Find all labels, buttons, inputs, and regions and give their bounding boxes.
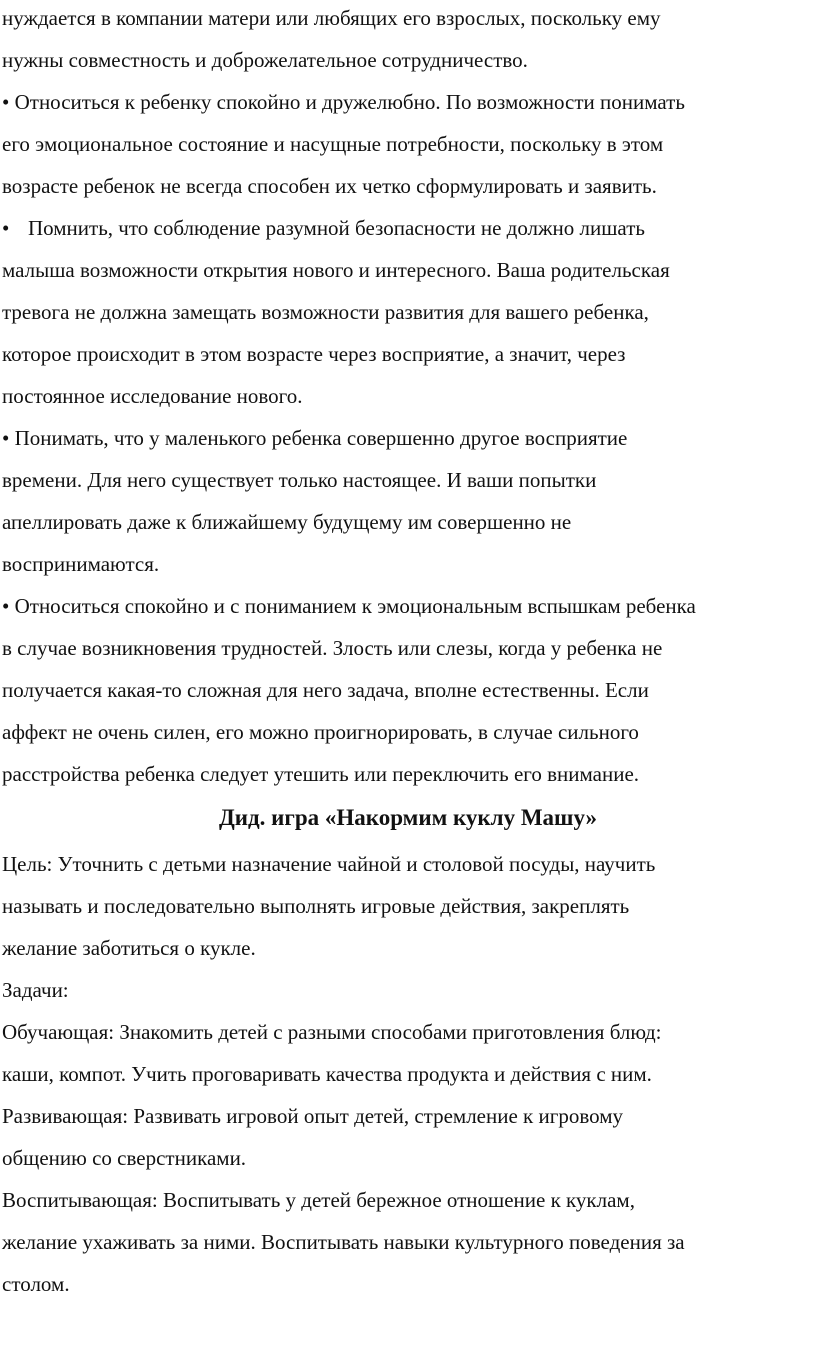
text-line: столом. [2, 1272, 70, 1296]
text-line: желание заботиться о кукле. [2, 936, 256, 960]
text-line: малыша возможности открытия нового и интересного. Ваша родительская [2, 258, 670, 282]
text-line: Помнить, что соблюдение разумной безопасности не должно лишать [28, 216, 645, 240]
text-line: в случае возникновения трудностей. Злость или слезы, когда у ребенка не [2, 636, 663, 660]
text-line: возрасте ребенок не всегда способен их четко сформулировать и заявить. [2, 174, 657, 198]
text-line: Воспитывающая: Воспитывать у детей бережное отношение к куклам, [2, 1188, 635, 1212]
bullet-icon: • [2, 216, 10, 240]
text-line: которое происходит в этом возрасте через восприятие, а значит, через [2, 342, 626, 366]
text-line: расстройства ребенка следует утешить или переключить его внимание. [2, 762, 640, 786]
text-line: Цель: Уточнить с детьми назначение чайной и столовой посуды, научить [2, 852, 656, 876]
bullet-line [2, 215, 645, 241]
text-line: нуждается в компании матери или любящих его взрослых, поскольку ему [2, 6, 661, 30]
text-line: аффект не очень силен, его можно проигнорировать, в случае сильного [2, 720, 639, 744]
text-line: каши, компот. Учить проговаривать качества продукта и действия с ним. [2, 1062, 652, 1086]
text-line: желание ухаживать за ними. Воспитывать навыки культурного поведения за [2, 1230, 685, 1254]
text-line: • Относиться к ребенку спокойно и дружелюбно. По возможности понимать [2, 90, 685, 114]
text-line: называть и последовательно выполнять игровые действия, закреплять [2, 894, 630, 918]
text-line: нужны совместность и доброжелательное сотрудничество. [2, 48, 528, 72]
text-line: • Понимать, что у маленького ребенка совершенно другое восприятие [2, 426, 628, 450]
text-line: Задачи: [2, 978, 69, 1002]
text-line: Обучающая: Знакомить детей с разными способами приготовления блюд: [2, 1020, 662, 1044]
text-line: тревога не должна замещать возможности развития для вашего ребенка, [2, 300, 649, 324]
text-line: постоянное исследование нового. [2, 384, 303, 408]
text-line: воспринимаются. [2, 552, 160, 576]
text-line: времени. Для него существует только настоящее. И ваши попытки [2, 468, 597, 492]
text-line: апеллировать даже к ближайшему будущему им совершенно не [2, 510, 572, 534]
section-heading: Дид. игра «Накормим куклу Машу» [218, 805, 598, 830]
text-line: получается какая-то сложная для него задача, вполне естественны. Если [2, 678, 649, 702]
text-line: • Относиться спокойно и с пониманием к эмоциональным вспышкам ребенка [2, 594, 696, 618]
text-line: общению со сверстниками. [2, 1146, 247, 1170]
text-line: Развивающая: Развивать игровой опыт детей, стремление к игровому [2, 1104, 624, 1128]
text-line: его эмоциональное состояние и насущные потребности, поскольку в этом [2, 132, 664, 156]
